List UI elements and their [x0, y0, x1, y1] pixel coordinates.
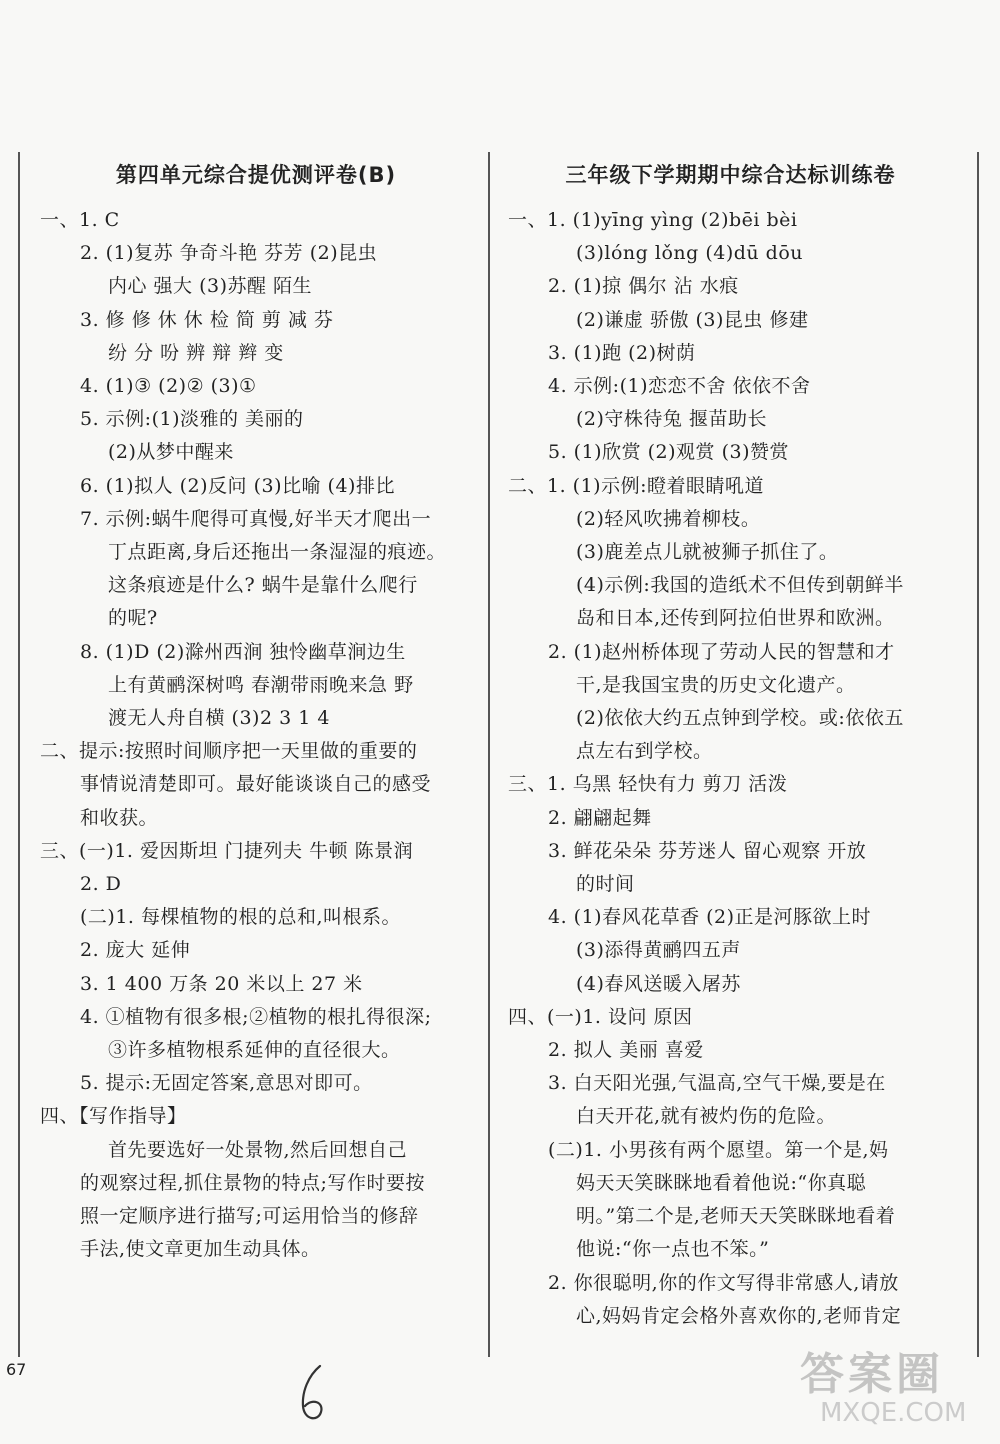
answer-line: (2)依依大约五点钟到学校。或:依依五 [576, 707, 904, 730]
right-answer-list [508, 204, 953, 1333]
answer-line: 2. 拟人 美丽 喜爱 [548, 1039, 704, 1062]
answer-line: 和收获。 [80, 806, 159, 829]
answer-line: 3. 修 修 休 休 检 简 剪 减 芬 [80, 308, 334, 331]
answer-line: 纷 分 吩 辨 辩 辫 变 [108, 341, 284, 364]
answer-line: (二)1. 小男孩有两个愿望。第一个是,妈 [548, 1138, 889, 1161]
answer-line: 心,妈妈肯定会格外喜欢你的,老师肯定 [576, 1304, 902, 1327]
answer-line: 妈天天笑眯眯地看着他说:“你真聪 [576, 1171, 867, 1194]
answer-line: 4. (1)春风花草香 (2)正是河豚欲上时 [548, 906, 872, 929]
answer-line: 四、【写作指导】 [40, 1105, 187, 1128]
answer-line: 丁点距离,身后还拖出一条湿湿的痕迹。 [108, 541, 447, 564]
answer-line: 内心 强大 (3)苏醒 陌生 [108, 275, 313, 298]
answer-line: 3. (1)跑 (2)树荫 [548, 341, 696, 364]
answer-line: 3. 白天阳光强,气温高,空气干燥,要是在 [548, 1072, 886, 1095]
page-number: 67 [6, 1360, 27, 1379]
answer-line: (2)轻风吹拂着柳枝。 [576, 507, 761, 530]
answer-line: (3)鹿差点儿就被狮子抓住了。 [576, 541, 839, 564]
right-column [508, 160, 953, 1333]
answer-line: (2)守株待兔 揠苗助长 [576, 408, 767, 431]
answer-line: 三、(一)1. 爱因斯坦 门捷列夫 牛顿 陈景润 [40, 839, 414, 862]
answer-line: 2. D [80, 873, 122, 896]
left-border-rule [18, 152, 20, 1357]
answer-line: 一、1. (1)yīng yìng (2)bēi bèi [508, 209, 798, 231]
answer-line: 2. (1)赵州桥体现了劳动人民的智慧和才 [548, 640, 895, 663]
answer-line: 明。”第二个是,老师天天笑眯眯地看着 [576, 1205, 896, 1228]
answer-line: 3. 1 400 万条 20 米以上 27 米 [80, 972, 363, 995]
answer-line: 首先要选好一处景物,然后回想自己 [108, 1138, 408, 1161]
answer-line: (4)示例:我国的造纸术不但传到朝鲜半 [576, 574, 904, 597]
answer-line: (3)lóng lǒng (4)dū dōu [576, 242, 804, 265]
answer-line: (3)添得黄鹂四五声 [576, 939, 741, 962]
answer-line: 5. 提示:无固定答案,意思对即可。 [80, 1072, 373, 1095]
answer-line: 2. (1)掠 偶尔 沾 水痕 [548, 275, 739, 298]
answer-line: 照一定顺序进行描写;可运用恰当的修辞 [80, 1205, 419, 1228]
answer-line: 4. ①植物有很多根;②植物的根扎得很深; [80, 1005, 432, 1028]
answer-line: 岛和日本,还传到阿拉伯世界和欧洲。 [576, 607, 895, 630]
answer-line: 点左右到学校。 [576, 740, 713, 763]
answer-line: 2. 你很聪明,你的作文写得非常感人,请放 [548, 1271, 899, 1294]
watermark-logo [790, 1349, 990, 1438]
answer-line: 手法,使文章更加生动具体。 [80, 1238, 321, 1261]
answer-line: (2)从梦中醒来 [108, 441, 234, 464]
answer-line: 3. 鲜花朵朵 芬芳迷人 留心观察 开放 [548, 839, 867, 862]
answer-line: 6. (1)拟人 (2)反问 (3)比喻 (4)排比 [80, 474, 395, 497]
answer-line: (二)1. 每棵植物的根的总和,叫根系。 [80, 906, 402, 929]
answer-line: 7. 示例:蜗牛爬得可真慢,好半天才爬出一 [80, 507, 432, 530]
answer-line: 他说:“你一点也不笨。” [576, 1238, 770, 1261]
answer-line: 干,是我国宝贵的历史文化遗产。 [576, 673, 856, 696]
watermark-bottom-text: MXQE.COM [820, 1398, 967, 1428]
answer-line: 的观察过程,抓住景物的特点;写作时要按 [80, 1171, 425, 1194]
answer-line: 4. (1)③ (2)② (3)① [80, 375, 257, 398]
answer-line: 2. (1)复苏 争奇斗艳 芬芳 (2)昆虫 [80, 242, 378, 265]
left-column-title: 第四单元综合提优测评卷(B) [115, 163, 397, 187]
answer-line: 三、1. 乌黑 轻快有力 剪刀 活泼 [508, 773, 788, 796]
right-column-title: 三年级下学期期中综合达标训练卷 [565, 163, 896, 187]
answer-line: 事情说清楚即可。最好能谈谈自己的感受 [80, 773, 432, 796]
answer-line: 二、提示:按照时间顺序把一天里做的重要的 [40, 740, 418, 763]
answer-line: 8. (1)D (2)滁州西涧 独怜幽草涧边生 [80, 640, 406, 663]
answer-line: 上有黄鹂深树鸣 春潮带雨晚来急 野 [108, 673, 414, 696]
watermark-top-text: 答案圈 [800, 1349, 944, 1400]
answer-line: 的呢? [108, 607, 158, 630]
answer-line: (2)谦虚 骄傲 (3)昆虫 修建 [576, 308, 809, 331]
answer-line: 白天开花,就有被灼伤的危险。 [576, 1105, 837, 1128]
answer-line: 2. 翩翩起舞 [548, 806, 652, 829]
left-column [40, 160, 472, 1267]
left-answer-list [40, 204, 472, 1267]
right-border-rule [977, 152, 979, 1357]
answer-line: (4)春风送暖入屠苏 [576, 972, 741, 995]
answer-line: 的时间 [576, 873, 635, 896]
answer-line: ③许多植物根系延伸的直径很大。 [108, 1039, 401, 1062]
answer-line: 二、1. (1)示例:瞪着眼睛吼道 [508, 474, 764, 497]
answer-line: 5. (1)欣赏 (2)观赏 (3)赞赏 [548, 441, 789, 464]
answer-line: 渡无人舟自横 (3)2 3 1 4 [108, 707, 330, 730]
column-divider [488, 152, 490, 1357]
answer-line: 一、1. C [40, 209, 120, 231]
answer-line: 4. 示例:(1)恋恋不舍 依依不舍 [548, 375, 811, 398]
answer-line: 四、(一)1. 设问 原因 [508, 1005, 693, 1028]
answer-line: 2. 庞大 延伸 [80, 939, 191, 962]
handwritten-digit-mark [296, 1362, 330, 1426]
answer-line: 这条痕迹是什么? 蜗牛是靠什么爬行 [108, 574, 418, 597]
answer-line: 5. 示例:(1)淡雅的 美丽的 [80, 408, 304, 431]
